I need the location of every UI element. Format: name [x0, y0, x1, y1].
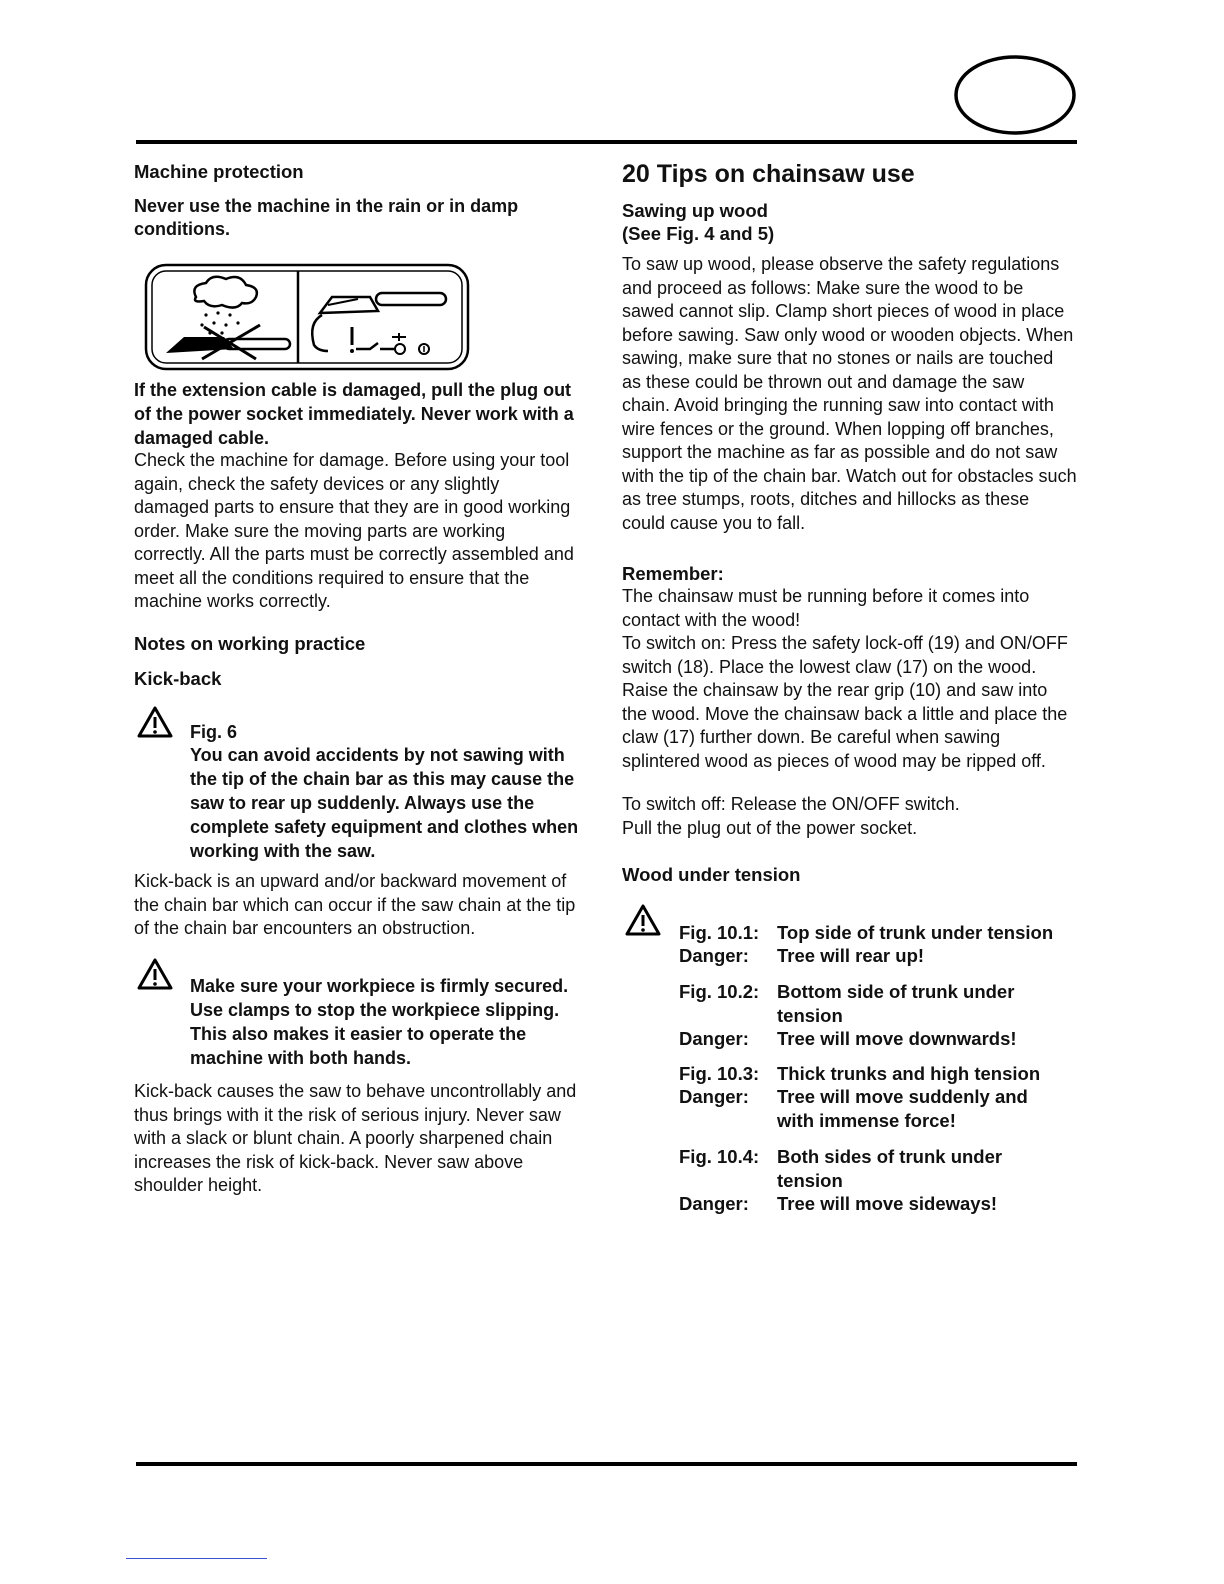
danger-text: Tree will move suddenly and with immense force! — [777, 1086, 1028, 1131]
cable-warning: If the extension cable is damaged, pull the plug out of the power socket immediately. Never work with a damaged cable. — [134, 380, 574, 448]
kickback-definition: Kick-back is an upward and/or backward movement of the chain bar which can occur if the saw chain at the tip of the chain bar encounters an obstruction. — [134, 871, 576, 938]
page-marker-oval-icon — [952, 52, 1078, 138]
sawing-paragraph: To saw up wood, please observe the safety regulations and proceed as follows: Make sure the wood to be sawed cannot slip. Clamp short pieces of wood in place before sawing. Saw only wood or wooden objects. When sawing, make sure that no stones or nails are touched as these could be thrown out and damage the saw chain. Avoid bringing the running saw into contact with wire fences or the ground. When lopping off branches, support the machine as far as possible and do not saw with the tip of the chain bar. Watch out for obstacles such as tree stumps, roots, ditches and hillocks as these could cause you to fall. — [622, 254, 1077, 533]
sawing-subheading: (See Fig. 4 and 5) — [622, 223, 775, 244]
figure-label: Fig. 10.1: — [679, 922, 760, 943]
fig6-warning: You can avoid accidents by not sawing with the tip of the chain bar as this may cause the saw to rear up suddenly. Always use the complete safety equipment and clothes when working with the saw. — [190, 745, 579, 861]
rain-warning: Never use the machine in the rain or in damp conditions. — [134, 196, 519, 239]
switch-on-text: To switch on: Press the safety lock-off (19) and ON/OFF switch (18). Place the lowest claw (17) on the wood. Raise the chainsaw by the rear grip (10) and saw into the wood. Move the chainsaw back a little and place the claw (17) further down. Be careful when sawing splintered wood as pieces of wood may be ripped off. — [622, 633, 1068, 771]
danger-label: Danger: — [679, 1086, 749, 1107]
figure-description: Bottom side of trunk under tension — [777, 981, 1015, 1026]
notes-heading: Notes on working practice — [134, 633, 366, 654]
remember-text: The chainsaw must be running before it comes into contact with the wood! — [622, 586, 1030, 630]
danger-row — [679, 1085, 1079, 1133]
remember-heading: Remember: — [622, 563, 724, 584]
workpiece-warning: Make sure your workpiece is firmly secured. Use clamps to stop the workpiece slipping. This also makes it easier to operate the machine with both hands. — [190, 976, 569, 1068]
check-paragraph: Check the machine for damage. Before using your tool again, check the safety devices or any slightly damaged parts to ensure that they are in good working order. Make sure the moving parts are working correctly. All the parts must be correctly assembled and meet all the conditions required to ensure that the machine works correctly. — [134, 450, 574, 611]
danger-text: Tree will move sideways! — [777, 1193, 998, 1214]
pull-plug-text: Pull the plug out of the power socket. — [622, 818, 918, 838]
figure-label: Fig. 10.4: — [679, 1146, 760, 1167]
footer-link-line — [126, 1558, 267, 1559]
figure-label: Fig. 10.2: — [679, 981, 760, 1002]
danger-row — [679, 1192, 1079, 1216]
warning-triangle-icon — [137, 958, 173, 990]
figure-row — [679, 1062, 1079, 1086]
rain-and-cable-pictogram-icon — [144, 263, 472, 371]
kickback-heading: Kick-back — [134, 668, 222, 689]
figure-row — [679, 1145, 1079, 1193]
section-title: 20 Tips on chainsaw use — [622, 160, 915, 188]
sawing-heading: Sawing up wood — [622, 200, 768, 221]
danger-row — [679, 944, 1079, 968]
figure-description: Top side of trunk under tension — [777, 922, 1054, 943]
danger-text: Tree will move downwards! — [777, 1028, 1017, 1049]
figure-row — [679, 980, 1079, 1028]
danger-row — [679, 1027, 1079, 1051]
figure-row — [679, 921, 1079, 945]
header-rule — [136, 140, 1077, 144]
danger-label: Danger: — [679, 945, 749, 966]
figure-label: Fig. 10.3: — [679, 1063, 760, 1084]
warning-triangle-icon — [625, 904, 661, 936]
kickback-consequences: Kick-back causes the saw to behave uncontrollably and thus brings with it the risk of serious injury. Never saw with a slack or blunt chain. A poorly sharpened chain increases the risk of kick-back. Never saw above shoulder height. — [134, 1081, 577, 1195]
machine-protection-heading: Machine protection — [134, 161, 304, 182]
figure-description: Thick trunks and high tension — [777, 1063, 1041, 1084]
tension-heading: Wood under tension — [622, 864, 801, 885]
figure-description: Both sides of trunk under tension — [777, 1146, 1003, 1191]
fig6-label: Fig. 6 — [190, 722, 238, 742]
danger-label: Danger: — [679, 1193, 749, 1214]
warning-triangle-icon — [137, 706, 173, 738]
danger-label: Danger: — [679, 1028, 749, 1049]
danger-text: Tree will rear up! — [777, 945, 925, 966]
footer-rule — [136, 1462, 1077, 1466]
switch-off-text: To switch off: Release the ON/OFF switch. — [622, 794, 960, 814]
